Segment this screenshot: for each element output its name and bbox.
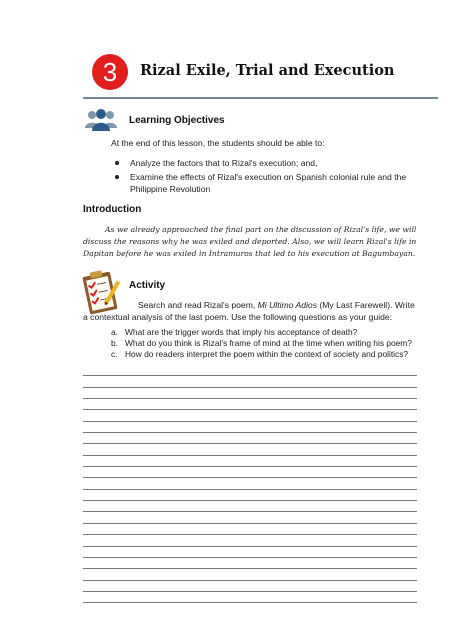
objective-text: Analyze the factors that to Rizal's execution; and, bbox=[130, 158, 318, 168]
introduction-heading: Introduction bbox=[83, 204, 142, 215]
question-text: How do readers interpret the poem within the context of society and politics? bbox=[125, 349, 409, 359]
learning-objectives-heading: Learning Objectives bbox=[129, 115, 225, 126]
answer-line[interactable] bbox=[83, 524, 417, 535]
answer-line[interactable] bbox=[83, 512, 417, 523]
objective-item bbox=[111, 157, 427, 169]
answer-line[interactable] bbox=[83, 456, 417, 467]
guide-questions bbox=[111, 327, 431, 360]
introduction-text: As we already approached the final part on the discussion of Rizal's life, we will discuss the reasons why he was exiled and deported. Also, we will learn Rizal's life in Dapitan before he was exiled in Intramuros that led to his execution at Bagumbayan. bbox=[83, 225, 417, 258]
question-text: What are the trigger words that imply his acceptance of death? bbox=[125, 327, 358, 337]
question-text: What do you think is Rizal's frame of mind at the time when writing his poem? bbox=[125, 338, 412, 348]
question-item bbox=[111, 349, 431, 360]
answer-line[interactable] bbox=[83, 535, 417, 546]
question-item bbox=[111, 338, 431, 349]
objective-text: Examine the effects of Rizal's execution on Spanish colonial rule and the Philippine Revolution bbox=[130, 172, 407, 194]
answer-line[interactable] bbox=[83, 478, 417, 489]
activity-heading: Activity bbox=[129, 280, 166, 291]
chapter-title: Rizal Exile, Trial and Execution bbox=[140, 62, 395, 79]
answer-line[interactable] bbox=[83, 581, 417, 592]
chapter-number-badge: 3 bbox=[92, 54, 128, 90]
answer-line[interactable] bbox=[83, 444, 417, 455]
title-divider bbox=[83, 97, 438, 99]
answer-line[interactable] bbox=[83, 501, 417, 512]
answer-line[interactable] bbox=[83, 467, 417, 478]
answer-line[interactable] bbox=[83, 365, 417, 376]
activity-instructions bbox=[83, 299, 419, 323]
question-letter: b. bbox=[111, 338, 118, 348]
answer-line[interactable] bbox=[83, 558, 417, 569]
answer-line[interactable] bbox=[83, 569, 417, 580]
question-letter: a. bbox=[111, 327, 118, 337]
answer-line[interactable] bbox=[83, 399, 417, 410]
answer-line[interactable] bbox=[83, 547, 417, 558]
answer-line[interactable] bbox=[83, 410, 417, 421]
activity-text-after: (My Last Farewell). Write a contextual analysis of the last poem. Use the following questions as your guide: bbox=[83, 300, 415, 322]
answer-line[interactable] bbox=[83, 592, 417, 603]
answer-line[interactable] bbox=[83, 433, 417, 444]
activity-text-before: Search and read Rizal's poem, bbox=[138, 300, 258, 310]
question-letter: c. bbox=[111, 349, 118, 359]
answer-lines bbox=[83, 365, 417, 603]
answer-line[interactable] bbox=[83, 376, 417, 387]
poem-title: Mi Ultimo Adios bbox=[257, 300, 318, 310]
objectives-intro: At the end of this lesson, the students should be able to: bbox=[111, 138, 325, 148]
question-item bbox=[111, 327, 431, 338]
people-group-icon bbox=[84, 106, 118, 132]
objective-item bbox=[111, 171, 427, 195]
answer-line[interactable] bbox=[83, 422, 417, 433]
answer-line[interactable] bbox=[83, 388, 417, 399]
objectives-list bbox=[111, 157, 427, 195]
answer-line[interactable] bbox=[83, 490, 417, 501]
